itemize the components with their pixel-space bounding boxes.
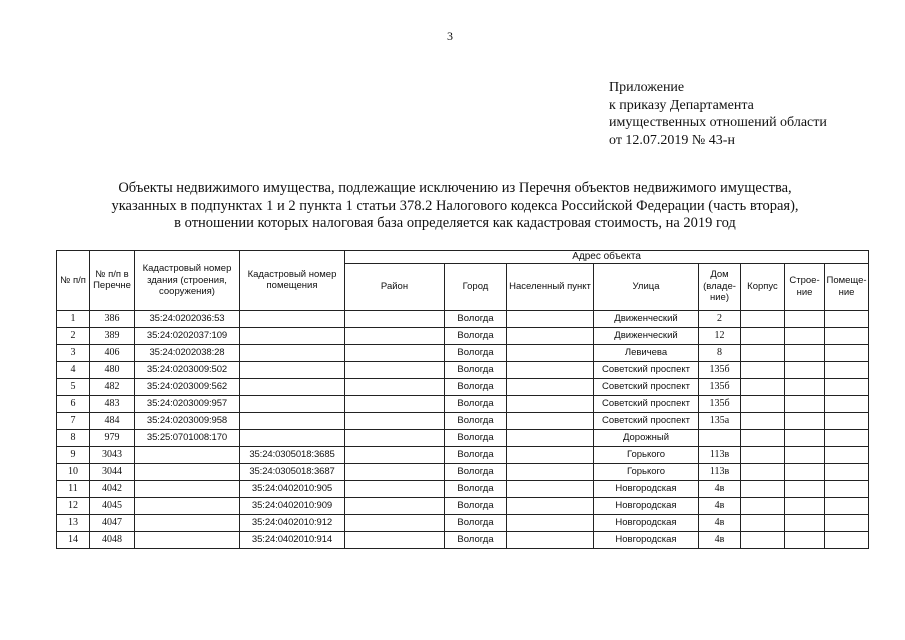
cell-district bbox=[345, 361, 445, 378]
title-line: в отношении которых налоговая база определяется как кадастровая стоимость, на 2019 год bbox=[174, 215, 736, 231]
cell-locality bbox=[507, 344, 594, 361]
header-district: Район bbox=[345, 263, 445, 310]
cell-house: 4в bbox=[699, 480, 741, 497]
cell-num: 13 bbox=[57, 514, 90, 531]
cell-locality bbox=[507, 531, 594, 548]
cell-pomeshenie bbox=[825, 497, 869, 514]
cell-room-cadastral: 35:24:0402010:909 bbox=[240, 497, 345, 514]
cell-stroenie bbox=[785, 531, 825, 548]
cell-room-cadastral: 35:24:0402010:912 bbox=[240, 514, 345, 531]
header-locality: Населенный пункт bbox=[507, 263, 594, 310]
cell-street: Левичева bbox=[594, 344, 699, 361]
cell-stroenie bbox=[785, 378, 825, 395]
cell-street: Советский проспект bbox=[594, 378, 699, 395]
header-address-group: Адрес объекта bbox=[345, 251, 869, 264]
cell-stroenie bbox=[785, 429, 825, 446]
cell-num: 14 bbox=[57, 531, 90, 548]
cell-locality bbox=[507, 361, 594, 378]
cell-list-num: 4047 bbox=[90, 514, 135, 531]
cell-stroenie bbox=[785, 497, 825, 514]
cell-house: 12 bbox=[699, 327, 741, 344]
cell-building-cadastral: 35:24:0202038:28 bbox=[135, 344, 240, 361]
cell-house bbox=[699, 429, 741, 446]
cell-korpus bbox=[741, 310, 785, 327]
cell-street: Новгородская bbox=[594, 514, 699, 531]
cell-korpus bbox=[741, 531, 785, 548]
cell-house: 4в bbox=[699, 531, 741, 548]
cell-stroenie bbox=[785, 514, 825, 531]
cell-locality bbox=[507, 310, 594, 327]
cell-room-cadastral bbox=[240, 395, 345, 412]
cell-street: Дорожный bbox=[594, 429, 699, 446]
cell-house: 135б bbox=[699, 395, 741, 412]
cell-list-num: 406 bbox=[90, 344, 135, 361]
cell-list-num: 3044 bbox=[90, 463, 135, 480]
cell-district bbox=[345, 429, 445, 446]
cell-locality bbox=[507, 378, 594, 395]
cell-list-num: 386 bbox=[90, 310, 135, 327]
cell-house: 4в bbox=[699, 514, 741, 531]
cell-locality bbox=[507, 446, 594, 463]
header-pomeshenie: Помещение bbox=[825, 263, 869, 310]
cell-city: Вологда bbox=[445, 531, 507, 548]
table-row bbox=[57, 463, 869, 480]
cell-district bbox=[345, 446, 445, 463]
cell-stroenie bbox=[785, 395, 825, 412]
cell-building-cadastral: 35:24:0203009:957 bbox=[135, 395, 240, 412]
cell-list-num: 4045 bbox=[90, 497, 135, 514]
cell-pomeshenie bbox=[825, 463, 869, 480]
cell-locality bbox=[507, 480, 594, 497]
cell-stroenie bbox=[785, 310, 825, 327]
cell-house: 8 bbox=[699, 344, 741, 361]
cell-city: Вологда bbox=[445, 497, 507, 514]
table-row bbox=[57, 361, 869, 378]
cell-num: 4 bbox=[57, 361, 90, 378]
table-row bbox=[57, 446, 869, 463]
cell-district bbox=[345, 378, 445, 395]
appendix-block bbox=[609, 79, 827, 149]
table-row bbox=[57, 497, 869, 514]
cell-num: 11 bbox=[57, 480, 90, 497]
header-building-cadastral: Кадастровый номер здания (строения, сооружения) bbox=[135, 251, 240, 311]
document-title bbox=[60, 180, 850, 233]
cell-locality bbox=[507, 429, 594, 446]
cell-num: 8 bbox=[57, 429, 90, 446]
cell-stroenie bbox=[785, 327, 825, 344]
cell-locality bbox=[507, 497, 594, 514]
cell-room-cadastral bbox=[240, 344, 345, 361]
header-city: Город bbox=[445, 263, 507, 310]
cell-locality bbox=[507, 463, 594, 480]
title-line: указанных в подпунктах 1 и 2 пункта 1 статьи 378.2 Налогового кодекса Российской Федерации (часть вторая), bbox=[111, 197, 799, 214]
table-row bbox=[57, 480, 869, 497]
cell-city: Вологда bbox=[445, 412, 507, 429]
table-row bbox=[57, 412, 869, 429]
cell-building-cadastral: 35:24:0202037:109 bbox=[135, 327, 240, 344]
cell-city: Вологда bbox=[445, 395, 507, 412]
cell-street: Советский проспект bbox=[594, 395, 699, 412]
cell-house: 4в bbox=[699, 497, 741, 514]
cell-num: 5 bbox=[57, 378, 90, 395]
cell-street: Движенческий bbox=[594, 327, 699, 344]
header-house: Дом (владение) bbox=[699, 263, 741, 310]
cell-pomeshenie bbox=[825, 446, 869, 463]
cell-num: 10 bbox=[57, 463, 90, 480]
cell-num: 1 bbox=[57, 310, 90, 327]
cell-room-cadastral: 35:24:0305018:3687 bbox=[240, 463, 345, 480]
cell-district bbox=[345, 327, 445, 344]
cell-street: Новгородская bbox=[594, 531, 699, 548]
cell-korpus bbox=[741, 378, 785, 395]
cell-street: Горького bbox=[594, 446, 699, 463]
cell-building-cadastral bbox=[135, 446, 240, 463]
cell-korpus bbox=[741, 395, 785, 412]
cell-stroenie bbox=[785, 480, 825, 497]
cell-locality bbox=[507, 412, 594, 429]
cell-korpus bbox=[741, 412, 785, 429]
cell-street: Новгородская bbox=[594, 480, 699, 497]
cell-building-cadastral bbox=[135, 497, 240, 514]
cell-num: 2 bbox=[57, 327, 90, 344]
cell-list-num: 484 bbox=[90, 412, 135, 429]
header-street: Улица bbox=[594, 263, 699, 310]
cell-city: Вологда bbox=[445, 344, 507, 361]
cell-pomeshenie bbox=[825, 480, 869, 497]
cell-district bbox=[345, 395, 445, 412]
cell-korpus bbox=[741, 327, 785, 344]
cell-num: 12 bbox=[57, 497, 90, 514]
cell-list-num: 389 bbox=[90, 327, 135, 344]
cell-num: 6 bbox=[57, 395, 90, 412]
cell-room-cadastral bbox=[240, 378, 345, 395]
table-row bbox=[57, 327, 869, 344]
cell-room-cadastral: 35:24:0402010:914 bbox=[240, 531, 345, 548]
cell-district bbox=[345, 412, 445, 429]
cell-korpus bbox=[741, 446, 785, 463]
cell-street: Новгородская bbox=[594, 497, 699, 514]
cell-korpus bbox=[741, 361, 785, 378]
cell-pomeshenie bbox=[825, 429, 869, 446]
title-line: Объекты недвижимого имущества, подлежащие исключению из Перечня объектов недвижимого имущества, bbox=[118, 180, 792, 196]
cell-pomeshenie bbox=[825, 412, 869, 429]
cell-stroenie bbox=[785, 463, 825, 480]
cell-room-cadastral bbox=[240, 310, 345, 327]
cell-building-cadastral: 35:24:0203009:502 bbox=[135, 361, 240, 378]
cell-district bbox=[345, 463, 445, 480]
appendix-line: Приложение bbox=[609, 80, 685, 95]
cell-pomeshenie bbox=[825, 344, 869, 361]
cell-num: 7 bbox=[57, 412, 90, 429]
cell-list-num: 483 bbox=[90, 395, 135, 412]
cell-street: Горького bbox=[594, 463, 699, 480]
cell-list-num: 4048 bbox=[90, 531, 135, 548]
table-row bbox=[57, 531, 869, 548]
cell-city: Вологда bbox=[445, 463, 507, 480]
page-number: 3 bbox=[447, 29, 453, 43]
cell-pomeshenie bbox=[825, 327, 869, 344]
objects-table bbox=[56, 250, 869, 549]
header-korpus: Корпус bbox=[741, 263, 785, 310]
cell-list-num: 979 bbox=[90, 429, 135, 446]
cell-district bbox=[345, 480, 445, 497]
table-row bbox=[57, 429, 869, 446]
cell-num: 9 bbox=[57, 446, 90, 463]
cell-city: Вологда bbox=[445, 361, 507, 378]
cell-city: Вологда bbox=[445, 429, 507, 446]
cell-locality bbox=[507, 327, 594, 344]
cell-room-cadastral bbox=[240, 327, 345, 344]
cell-stroenie bbox=[785, 446, 825, 463]
cell-korpus bbox=[741, 497, 785, 514]
cell-pomeshenie bbox=[825, 361, 869, 378]
cell-building-cadastral bbox=[135, 480, 240, 497]
cell-pomeshenie bbox=[825, 514, 869, 531]
cell-korpus bbox=[741, 429, 785, 446]
table-body bbox=[57, 310, 869, 548]
cell-district bbox=[345, 497, 445, 514]
appendix-line: от 12.07.2019 № 43-н bbox=[609, 132, 735, 148]
cell-stroenie bbox=[785, 412, 825, 429]
cell-house: 113в bbox=[699, 446, 741, 463]
cell-building-cadastral bbox=[135, 531, 240, 548]
cell-house: 135а bbox=[699, 412, 741, 429]
cell-city: Вологда bbox=[445, 514, 507, 531]
cell-building-cadastral bbox=[135, 514, 240, 531]
header-num: № п/п bbox=[57, 251, 90, 311]
cell-house: 135б bbox=[699, 378, 741, 395]
cell-korpus bbox=[741, 514, 785, 531]
cell-city: Вологда bbox=[445, 446, 507, 463]
cell-stroenie bbox=[785, 361, 825, 378]
cell-room-cadastral bbox=[240, 412, 345, 429]
cell-street: Движенческий bbox=[594, 310, 699, 327]
cell-list-num: 3043 bbox=[90, 446, 135, 463]
cell-house: 2 bbox=[699, 310, 741, 327]
cell-building-cadastral: 35:24:0203009:562 bbox=[135, 378, 240, 395]
cell-pomeshenie bbox=[825, 531, 869, 548]
cell-list-num: 482 bbox=[90, 378, 135, 395]
cell-district bbox=[345, 514, 445, 531]
table-row bbox=[57, 378, 869, 395]
cell-district bbox=[345, 344, 445, 361]
appendix-line: к приказу Департамента bbox=[609, 97, 754, 113]
cell-korpus bbox=[741, 480, 785, 497]
cell-room-cadastral: 35:24:0402010:905 bbox=[240, 480, 345, 497]
cell-pomeshenie bbox=[825, 378, 869, 395]
cell-korpus bbox=[741, 463, 785, 480]
header-list-num: № п/п в Перечне bbox=[90, 251, 135, 311]
header-room-cadastral: Кадастровый номер помещения bbox=[240, 251, 345, 311]
table-row bbox=[57, 310, 869, 327]
cell-building-cadastral: 35:24:0203009:958 bbox=[135, 412, 240, 429]
table-row bbox=[57, 344, 869, 361]
cell-pomeshenie bbox=[825, 310, 869, 327]
cell-building-cadastral bbox=[135, 463, 240, 480]
cell-pomeshenie bbox=[825, 395, 869, 412]
cell-room-cadastral: 35:24:0305018:3685 bbox=[240, 446, 345, 463]
cell-room-cadastral bbox=[240, 429, 345, 446]
table-row bbox=[57, 514, 869, 531]
cell-city: Вологда bbox=[445, 310, 507, 327]
header-stroenie: Строение bbox=[785, 263, 825, 310]
cell-house: 113в bbox=[699, 463, 741, 480]
table-row bbox=[57, 395, 869, 412]
appendix-line: имущественных отношений области bbox=[609, 115, 827, 130]
cell-district bbox=[345, 531, 445, 548]
cell-locality bbox=[507, 514, 594, 531]
cell-list-num: 480 bbox=[90, 361, 135, 378]
cell-city: Вологда bbox=[445, 378, 507, 395]
cell-district bbox=[345, 310, 445, 327]
cell-building-cadastral: 35:25:0701008:170 bbox=[135, 429, 240, 446]
cell-house: 135б bbox=[699, 361, 741, 378]
cell-city: Вологда bbox=[445, 327, 507, 344]
cell-street: Советский проспект bbox=[594, 361, 699, 378]
cell-building-cadastral: 35:24:0202036:53 bbox=[135, 310, 240, 327]
cell-street: Советский проспект bbox=[594, 412, 699, 429]
cell-num: 3 bbox=[57, 344, 90, 361]
cell-city: Вологда bbox=[445, 480, 507, 497]
cell-korpus bbox=[741, 344, 785, 361]
cell-locality bbox=[507, 395, 594, 412]
cell-stroenie bbox=[785, 344, 825, 361]
cell-list-num: 4042 bbox=[90, 480, 135, 497]
cell-room-cadastral bbox=[240, 361, 345, 378]
